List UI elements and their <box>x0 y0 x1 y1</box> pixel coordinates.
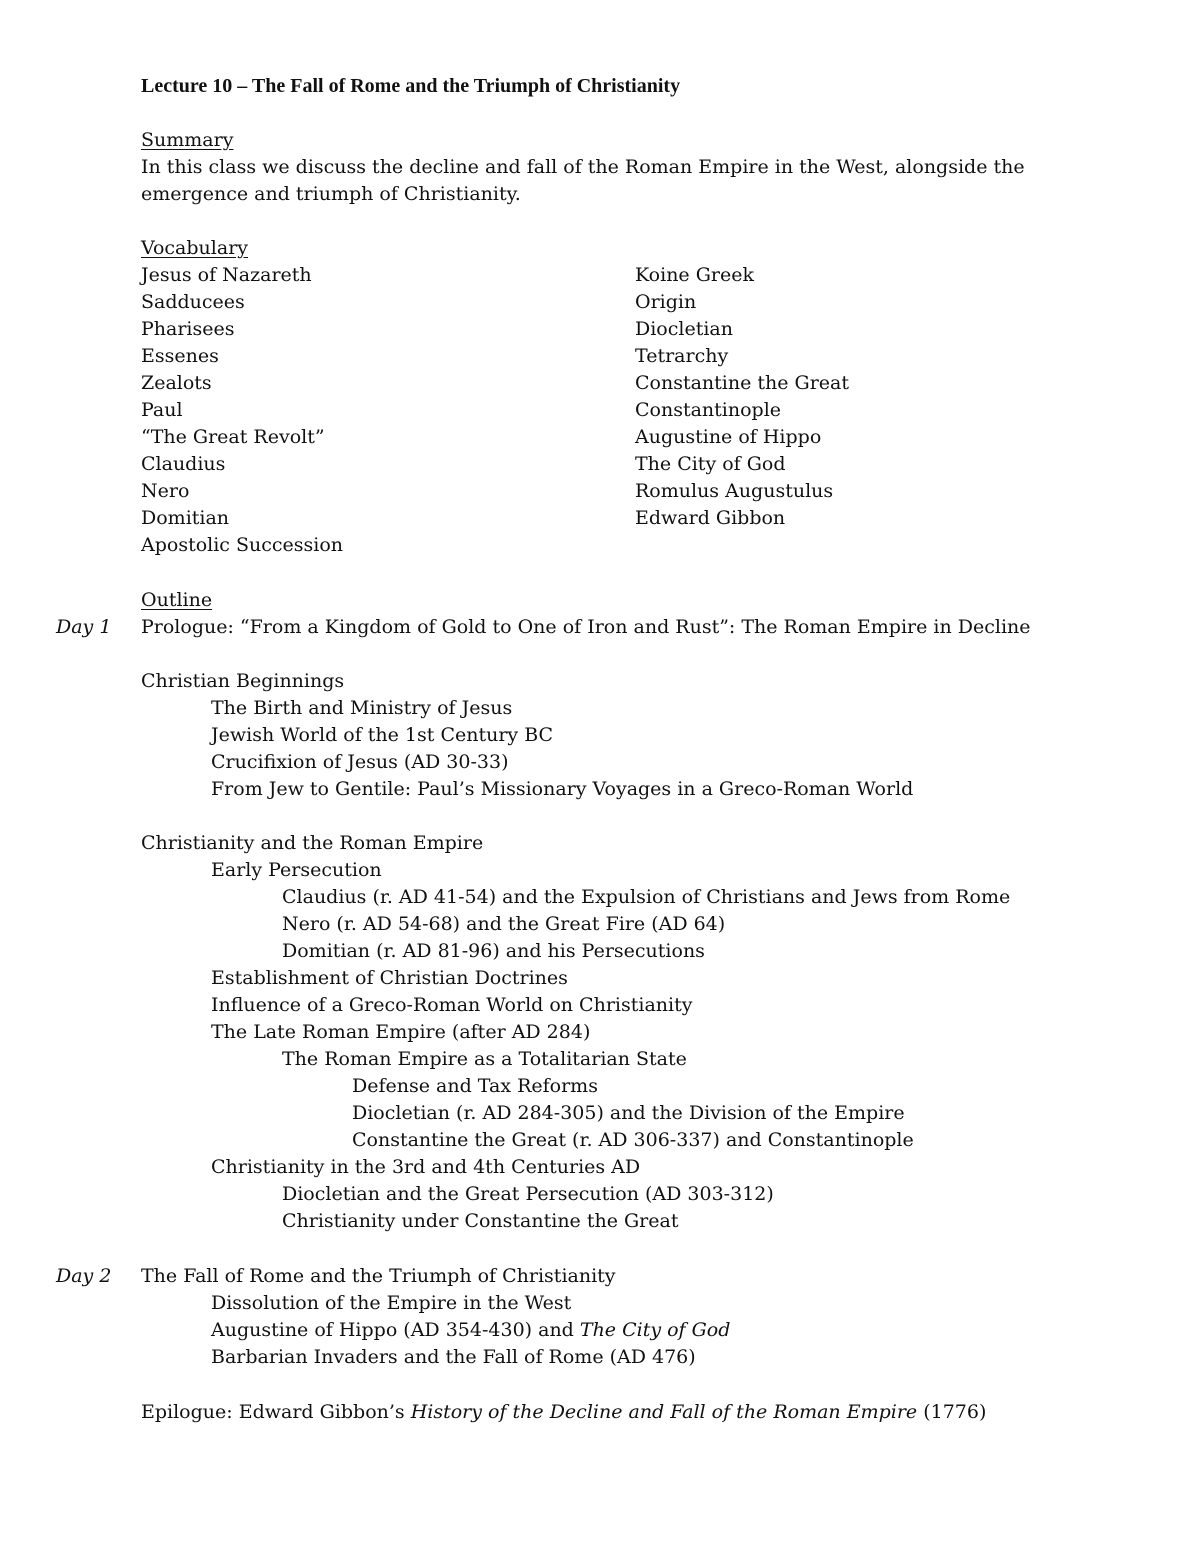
outline-item: Barbarian Invaders and the Fall of Rome (AD 476) <box>211 1346 696 1368</box>
outline-item: Early Persecution <box>211 859 382 881</box>
outline-item: From Jew to Gentile: Paul’s Missionary Voyages in a Greco-Roman World <box>211 778 914 800</box>
outline-subitem: Christianity under Constantine the Great <box>282 1210 679 1232</box>
vocab-term: Sadducees <box>141 291 245 313</box>
vocab-term: Romulus Augustulus <box>635 480 834 502</box>
vocab-term: Koine Greek <box>635 264 754 286</box>
vocab-term: Constantinople <box>635 399 782 421</box>
outline-subsubitem: Diocletian (r. AD 284-305) and the Division of the Empire <box>352 1102 905 1124</box>
epilogue-text: Epilogue: Edward Gibbon’s <box>141 1401 411 1423</box>
vocab-term: Paul <box>141 399 183 421</box>
outline-item <box>211 1317 730 1344</box>
vocab-term: Diocletian <box>635 318 733 340</box>
vocab-term: Pharisees <box>141 318 235 340</box>
summary-text: In this class we discuss the decline and fall of the Roman Empire in the West, alongside the <box>141 156 1025 178</box>
outline-subitem: The Roman Empire as a Totalitarian State <box>282 1048 687 1070</box>
vocab-term: Claudius <box>141 453 226 475</box>
page-title: Lecture 10 – The Fall of Rome and the Triumph of Christianity <box>141 75 681 97</box>
outline-section: Christian Beginnings <box>141 670 345 692</box>
summary-text: emergence and triumph of Christianity. <box>141 183 521 205</box>
vocab-term: The City of God <box>635 453 786 475</box>
outline-item: The Birth and Ministry of Jesus <box>211 697 513 719</box>
outline-item: Dissolution of the Empire in the West <box>211 1292 572 1314</box>
outline-subitem: Nero (r. AD 54-68) and the Great Fire (AD 64) <box>282 913 726 935</box>
outline-item: Crucifixion of Jesus (AD 30-33) <box>211 751 509 773</box>
day-1-label: Day 1 <box>56 616 112 638</box>
outline-item: Jewish World of the 1st Century BC <box>211 724 554 746</box>
outline-subitem: Diocletian and the Great Persecution (AD 303-312) <box>282 1183 774 1205</box>
outline-item: Establishment of Christian Doctrines <box>211 967 568 989</box>
book-title: The City of God <box>579 1319 731 1341</box>
vocab-term: Essenes <box>141 345 219 367</box>
outline-epilogue <box>141 1399 986 1426</box>
vocab-term: Apostolic Succession <box>141 534 344 556</box>
vocab-term: Constantine the Great <box>635 372 850 394</box>
vocab-term: Tetrarchy <box>635 345 729 367</box>
vocab-term: “The Great Revolt” <box>141 426 325 448</box>
outline-item: Influence of a Greco-Roman World on Christianity <box>211 994 693 1016</box>
outline-item: The Late Roman Empire (after AD 284) <box>211 1021 591 1043</box>
outline-subsubitem: Constantine the Great (r. AD 306-337) and Constantinople <box>352 1129 914 1151</box>
vocabulary-heading: Vocabulary <box>141 237 249 259</box>
vocab-term: Zealots <box>141 372 212 394</box>
augustine-text: Augustine of Hippo (AD 354-430) and <box>211 1319 580 1341</box>
outline-subitem: Claudius (r. AD 41-54) and the Expulsion of Christians and Jews from Rome <box>282 886 1011 908</box>
vocab-term: Augustine of Hippo <box>635 426 822 448</box>
epilogue-year: (1776) <box>917 1401 987 1423</box>
outline-section: Christianity and the Roman Empire <box>141 832 484 854</box>
vocab-term: Edward Gibbon <box>635 507 786 529</box>
day-2-label: Day 2 <box>56 1265 112 1287</box>
summary-heading: Summary <box>141 129 234 151</box>
outline-section: The Fall of Rome and the Triumph of Christianity <box>141 1265 616 1287</box>
book-title: History of the Decline and Fall of the Roman Empire <box>410 1401 918 1423</box>
outline-subitem: Domitian (r. AD 81-96) and his Persecutions <box>282 940 705 962</box>
vocab-term: Jesus of Nazareth <box>141 264 312 286</box>
outline-prologue: Prologue: “From a Kingdom of Gold to One of Iron and Rust”: The Roman Empire in Decline <box>141 616 1031 638</box>
outline-item: Christianity in the 3rd and 4th Centuries AD <box>211 1156 641 1178</box>
vocab-term: Origin <box>635 291 697 313</box>
outline-subsubitem: Defense and Tax Reforms <box>352 1075 598 1097</box>
vocab-term: Domitian <box>141 507 230 529</box>
vocab-term: Nero <box>141 480 190 502</box>
outline-heading: Outline <box>141 589 213 611</box>
